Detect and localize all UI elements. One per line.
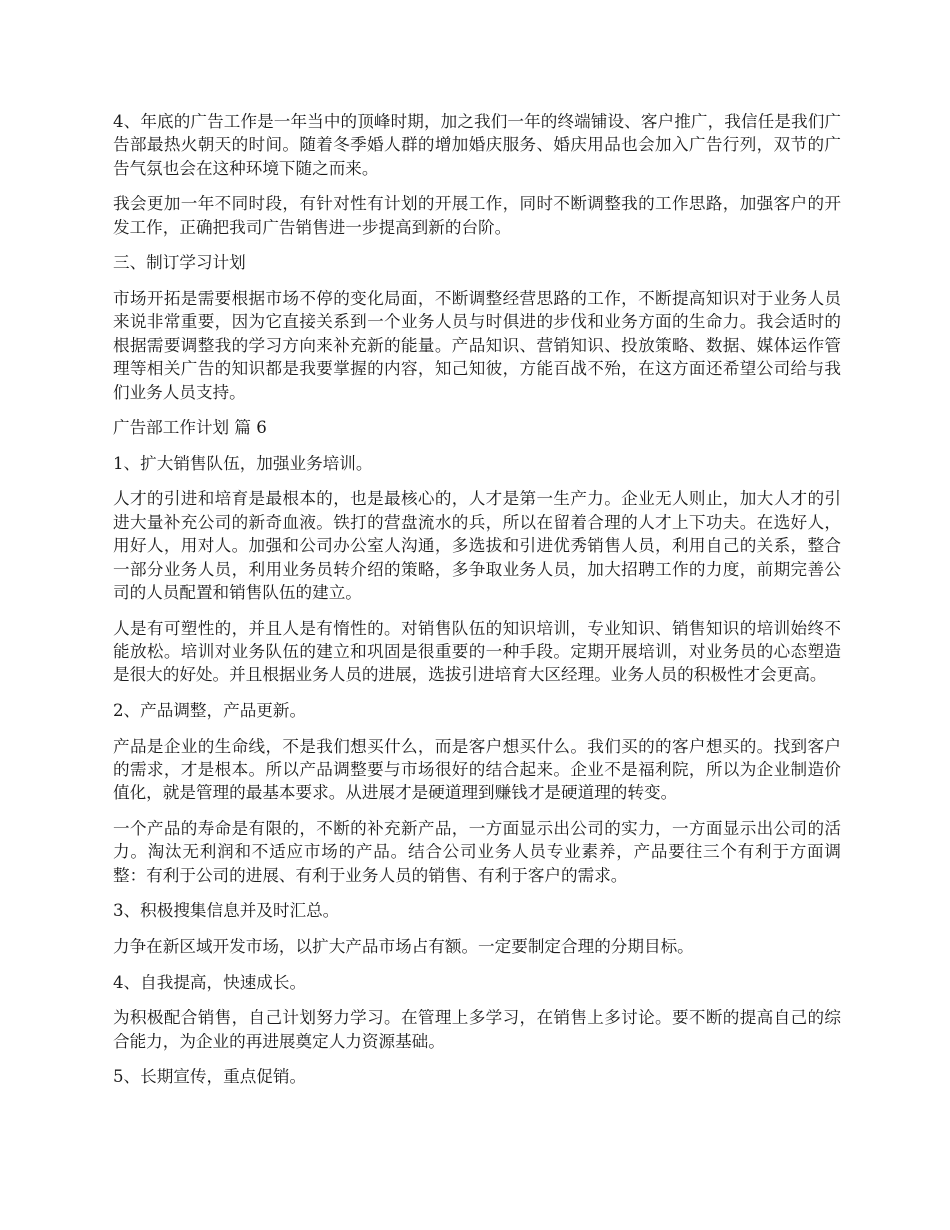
section-heading-study-plan: 三、制订学习计划 (113, 253, 246, 273)
heading-product-adjustment: 2、产品调整，产品更新。 (113, 701, 307, 721)
paragraph-learning-plan: 为积极配合销售，自己计划努力学习。在管理上多学习，在销售上多讨论。要不断的提高自己的综合能力，为企业的再进展奠定人力资源基础。 (113, 1008, 841, 1051)
paragraph-year-end-advertising: 4、年底的广告工作是一年当中的顶峰时期，加之我们一年的终端铺设、客户推广，我信任是我们广告部最热火朝天的时间。随着冬季婚人群的增加婚庆服务、婚庆用品也会加入广告行列，双节的广告气氛也会在这种环境下随之而来。 (113, 112, 841, 178)
heading-collect-information: 3、积极搜集信息并及时汇总。 (113, 901, 340, 921)
paragraph-new-region-market: 力争在新区域开发市场，以扩大产品市场占有额。一定要制定合理的分期目标。 (113, 937, 694, 957)
heading-self-improvement: 4、自我提高，快速成长。 (113, 972, 307, 992)
paragraph-talent-introduction: 人才的引进和培育是最根本的，也是最核心的，人才是第一生产力。企业无人则止，加大人才的引进大量补充公司的新奇血液。铁打的营盘流水的兵，所以在留着合理的人才上下功夫。在选好人，用好人，用对人。加强和公司办公室人沟通，多选拔和引进优秀销售人员，利用自己的关系，整合一部分业务人员，利用业务员转介绍的策略，多争取业务人员，加大招聘工作的力度，前期完善公司的人员配置和销售队伍的建立。 (113, 489, 841, 603)
document-title-plan-6: 广告部工作计划 篇 6 (113, 418, 267, 438)
paragraph-work-adjustment: 我会更加一年不同时段，有针对性有计划的开展工作，同时不断调整我的工作思路，加强客户的开发工作，正确把我司广告销售进一步提高到新的台阶。 (113, 194, 841, 237)
heading-expand-sales-team: 1、扩大销售队伍，加强业务培训。 (113, 453, 373, 473)
heading-long-term-promotion: 5、长期宣传，重点促销。 (113, 1067, 307, 1087)
paragraph-sales-training: 人是有可塑性的，并且人是有惰性的。对销售队伍的知识培训，专业知识、销售知识的培训始终不能放松。培训对业务队伍的建立和巩固是很重要的一种手段。定期开展培训，对业务员的心态塑造是很大的好处。并且根据业务人员的进展，选拔引进培育大区经理。业务人员的积极性才会更高。 (113, 618, 841, 685)
document-body (113, 110, 841, 1101)
paragraph-product-lifeline: 产品是企业的生命线，不是我们想买什么，而是客户想买什么。我们买的的客户想买的。找到客户的需求，才是根本。所以产品调整要与市场很好的结合起来。企业不是福利院，所以为企业制造价值化，就是管理的最基本要求。从进展才是硬道理到赚钱才是硬道理的转变。 (113, 736, 841, 803)
paragraph-market-knowledge: 市场开拓是需要根据市场不停的变化局面，不断调整经营思路的工作，不断提高知识对于业务人员来说非常重要，因为它直接关系到一个业务人员与时俱进的步伐和业务方面的生命力。我会适时的根据需要调整我的学习方向来补充新的能量。产品知识、营销知识、投放策略、数据、媒体运作管理等相关广告的知识都是我要掌握的内容，知己知彼，方能百战不殆，在这方面还希望公司给与我们业务人员支持。 (113, 289, 841, 402)
paragraph-product-lifespan: 一个产品的寿命是有限的，不断的补充新产品，一方面显示出公司的实力，一方面显示出公司的活力。淘汰无利润和不适应市场的产品。结合公司业务人员专业素养，产品要往三个有利于方面调整：有利于公司的进展、有利于业务人员的销售、有利于客户的需求。 (113, 819, 841, 885)
